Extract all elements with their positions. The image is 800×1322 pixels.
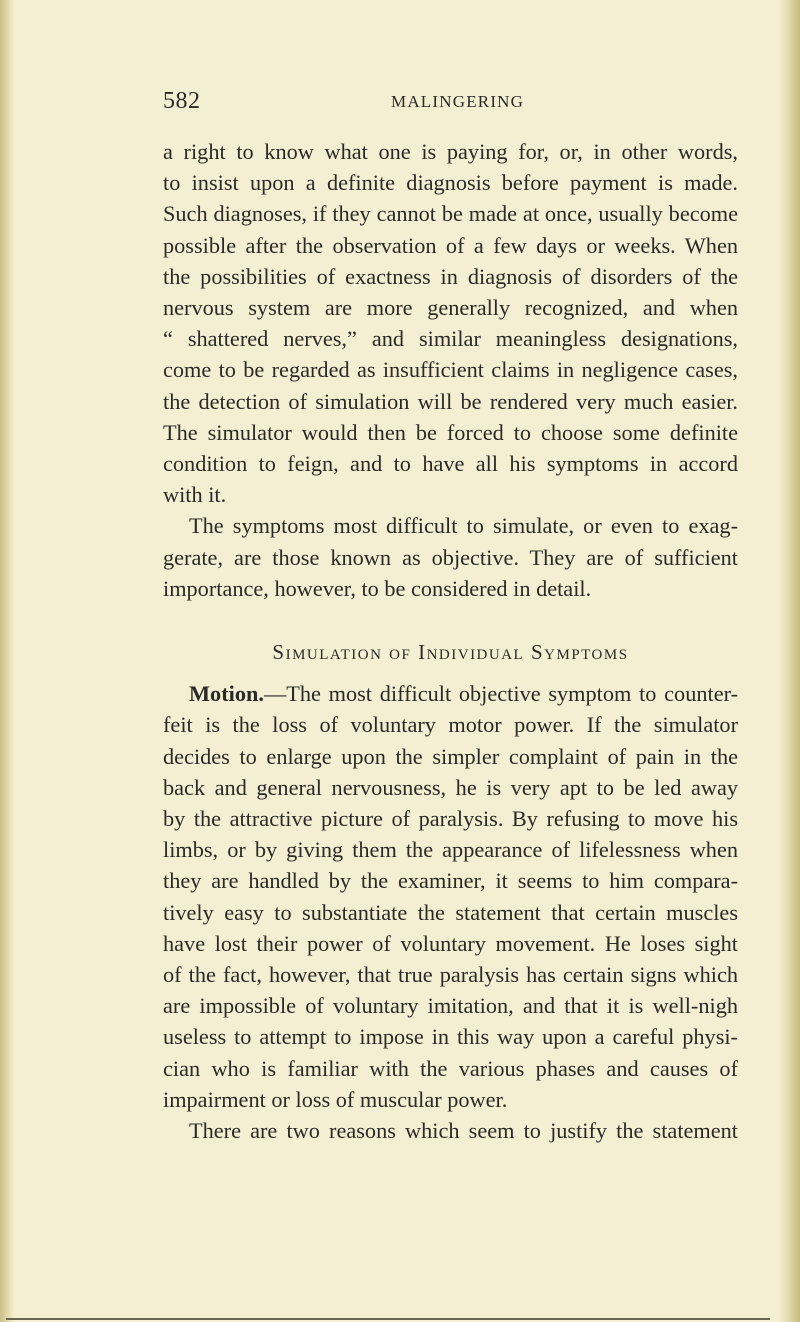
text-line: limbs, or by giving them the appearance of lifelessness when — [163, 837, 738, 863]
text-line: by the attractive picture of paralysis. By refusing to move his — [163, 806, 738, 832]
text-line: back and general nervousness, he is very apt to be led away — [163, 774, 738, 800]
page-edge-right — [778, 0, 800, 1322]
text-line: the detection of simulation will be rendered very much easier. — [163, 388, 738, 414]
text-line: Such diagnoses, if they cannot be made at once, usually become — [163, 201, 738, 227]
text-line: The symptoms most difficult to simulate, or even to exag- — [189, 513, 738, 539]
page-bottom-edge — [6, 1318, 770, 1320]
paragraph-3 — [163, 678, 738, 1115]
text-line: a right to know what one is paying for, or, in other words, — [163, 139, 738, 164]
text-line — [163, 678, 738, 709]
body-text — [163, 136, 738, 1146]
text-line-rest: —The most difficult objective symptom to counter- — [263, 681, 738, 707]
page-edge-left — [0, 0, 14, 1322]
text-line: gerate, are those known as objective. They are of sufficient — [163, 544, 738, 570]
text-line: of the fact, however, that true paralysis has certain signs which — [163, 962, 738, 988]
paragraph-1 — [163, 136, 738, 510]
text-line: the possibilities of exactness in diagnosis of disorders of the — [163, 263, 738, 289]
text-line: nervous system are more generally recognized, and when — [163, 295, 738, 321]
text-line: decides to enlarge upon the simpler complaint of pain in the — [163, 743, 738, 769]
text-line: come to be regarded as insufficient claims in negligence cases, — [163, 357, 738, 383]
text-line: possible after the observation of a few days or weeks. When — [163, 232, 738, 258]
page-header — [163, 88, 738, 118]
text-line: have lost their power of voluntary movement. He loses sight — [163, 930, 738, 956]
text-line: feit is the loss of voluntary motor power. If the simulator — [163, 712, 738, 738]
text-line: condition to feign, and to have all his symptoms in accord — [163, 451, 738, 477]
page-number: 582 — [163, 88, 201, 114]
paragraph-4 — [163, 1115, 738, 1146]
text-line: “ shattered nerves,” and similar meaningless designations, — [163, 326, 738, 352]
running-head: MALINGERING — [391, 92, 525, 111]
text-line: cian who is familiar with the various phases and causes of — [163, 1055, 738, 1081]
text-line: with it. — [163, 482, 227, 508]
text-line: There are two reasons which seem to justify the statement — [189, 1118, 738, 1144]
run-in-heading: Motion. — [189, 681, 264, 707]
text-line: are impossible of voluntary imitation, and that it is well-nigh — [163, 993, 738, 1019]
text-line: The simulator would then be forced to choose some definite — [163, 419, 738, 445]
text-line: importance, however, to be considered in detail. — [163, 575, 592, 601]
text-line: impairment or loss of muscular power. — [163, 1086, 508, 1112]
section-heading: Simulation of Individual Symptoms — [272, 640, 629, 665]
text-line: useless to attempt to impose in this way upon a careful physi- — [163, 1024, 738, 1050]
text-line: they are handled by the examiner, it seems to him compara- — [163, 868, 738, 894]
text-line: tively easy to substantiate the statement that certain muscles — [163, 899, 738, 925]
text-line: to insist upon a definite diagnosis before payment is made. — [163, 170, 738, 196]
paragraph-2 — [163, 510, 738, 604]
